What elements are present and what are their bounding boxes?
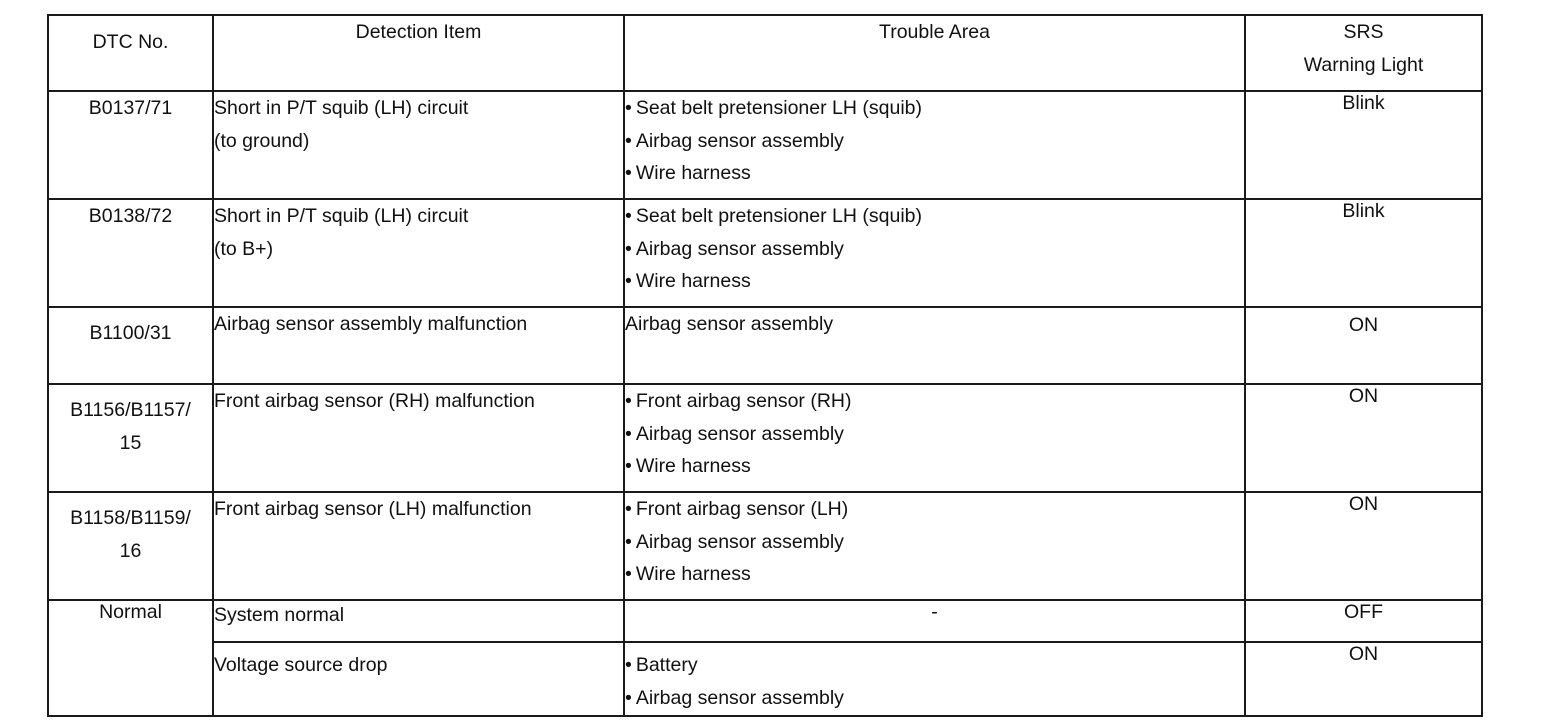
trouble-area bbox=[624, 91, 1245, 199]
detection-line: (to ground) bbox=[214, 130, 310, 152]
dtc-code-line: B1156/B1157/ bbox=[70, 399, 191, 421]
detection-line: Short in P/T squib (LH) circuit bbox=[214, 97, 469, 119]
warning-light-status: ON bbox=[1245, 384, 1482, 492]
warning-light-status: ON bbox=[1245, 307, 1482, 384]
table-row bbox=[48, 600, 1482, 642]
trouble-area: - bbox=[624, 600, 1245, 642]
header-detection-item: Detection Item bbox=[213, 15, 624, 91]
dtc-code-line: 16 bbox=[119, 540, 142, 562]
dtc-code: B0137/71 bbox=[48, 91, 213, 199]
table-row bbox=[48, 642, 1482, 716]
detection-item bbox=[213, 492, 624, 600]
trouble-area bbox=[624, 384, 1245, 492]
detection-item bbox=[213, 384, 624, 492]
dtc-code-line: B1158/B1159/ bbox=[70, 507, 191, 529]
trouble-item: • Airbag sensor assembly bbox=[625, 526, 1244, 559]
table-row bbox=[48, 492, 1482, 600]
trouble-item: • Airbag sensor assembly bbox=[625, 233, 1244, 266]
trouble-item: • Seat belt pretensioner LH (squib) bbox=[625, 92, 1244, 125]
table-row bbox=[48, 384, 1482, 492]
trouble-item: • Wire harness bbox=[625, 450, 1244, 483]
trouble-item: • Airbag sensor assembly bbox=[625, 418, 1244, 451]
trouble-area bbox=[624, 199, 1245, 307]
header-dtc-no: DTC No. bbox=[48, 15, 213, 91]
dtc-code: Normal bbox=[48, 600, 213, 716]
dtc-code bbox=[48, 492, 213, 600]
dtc-code-line: 15 bbox=[119, 432, 142, 454]
detection-line: (to B+) bbox=[214, 238, 274, 260]
trouble-item: • Wire harness bbox=[625, 157, 1244, 190]
dtc-table bbox=[47, 14, 1483, 717]
header-srs-warning-light bbox=[1245, 15, 1482, 91]
warning-light-status: Blink bbox=[1245, 199, 1482, 307]
dtc-code: B1100/31 bbox=[48, 307, 213, 384]
header-trouble-area: Trouble Area bbox=[624, 15, 1245, 91]
trouble-item: Airbag sensor assembly bbox=[625, 313, 834, 335]
detection-line: Short in P/T squib (LH) circuit bbox=[214, 205, 469, 227]
trouble-area bbox=[624, 492, 1245, 600]
detection-item bbox=[213, 91, 624, 199]
trouble-item: • Wire harness bbox=[625, 265, 1244, 298]
trouble-item: • Wire harness bbox=[625, 558, 1244, 591]
dtc-code bbox=[48, 384, 213, 492]
detection-item: Voltage source drop bbox=[213, 642, 624, 716]
trouble-item: • Front airbag sensor (LH) bbox=[625, 493, 1244, 526]
table-row bbox=[48, 307, 1482, 384]
dtc-code: B0138/72 bbox=[48, 199, 213, 307]
trouble-item: • Battery bbox=[625, 649, 1244, 682]
detection-line: Front airbag sensor (LH) malfunction bbox=[214, 498, 532, 520]
trouble-item: • Seat belt pretensioner LH (squib) bbox=[625, 200, 1244, 233]
trouble-item: • Airbag sensor assembly bbox=[625, 125, 1244, 158]
trouble-area bbox=[624, 307, 1245, 384]
detection-item: System normal bbox=[213, 600, 624, 642]
detection-item bbox=[213, 307, 624, 384]
table-row bbox=[48, 199, 1482, 307]
trouble-area bbox=[624, 642, 1245, 716]
trouble-item: • Airbag sensor assembly bbox=[625, 682, 1244, 715]
detection-item bbox=[213, 199, 624, 307]
header-srs-line2: Warning Light bbox=[1303, 54, 1424, 76]
detection-line: Front airbag sensor (RH) malfunction bbox=[214, 390, 535, 412]
table-header-row bbox=[48, 15, 1482, 91]
warning-light-status: ON bbox=[1245, 492, 1482, 600]
table-row bbox=[48, 91, 1482, 199]
trouble-item: • Front airbag sensor (RH) bbox=[625, 385, 1244, 418]
header-srs-line1: SRS bbox=[1343, 21, 1384, 43]
detection-line: Airbag sensor assembly malfunction bbox=[214, 313, 528, 335]
warning-light-status: Blink bbox=[1245, 91, 1482, 199]
warning-light-status: ON bbox=[1245, 642, 1482, 716]
warning-light-status: OFF bbox=[1245, 600, 1482, 642]
